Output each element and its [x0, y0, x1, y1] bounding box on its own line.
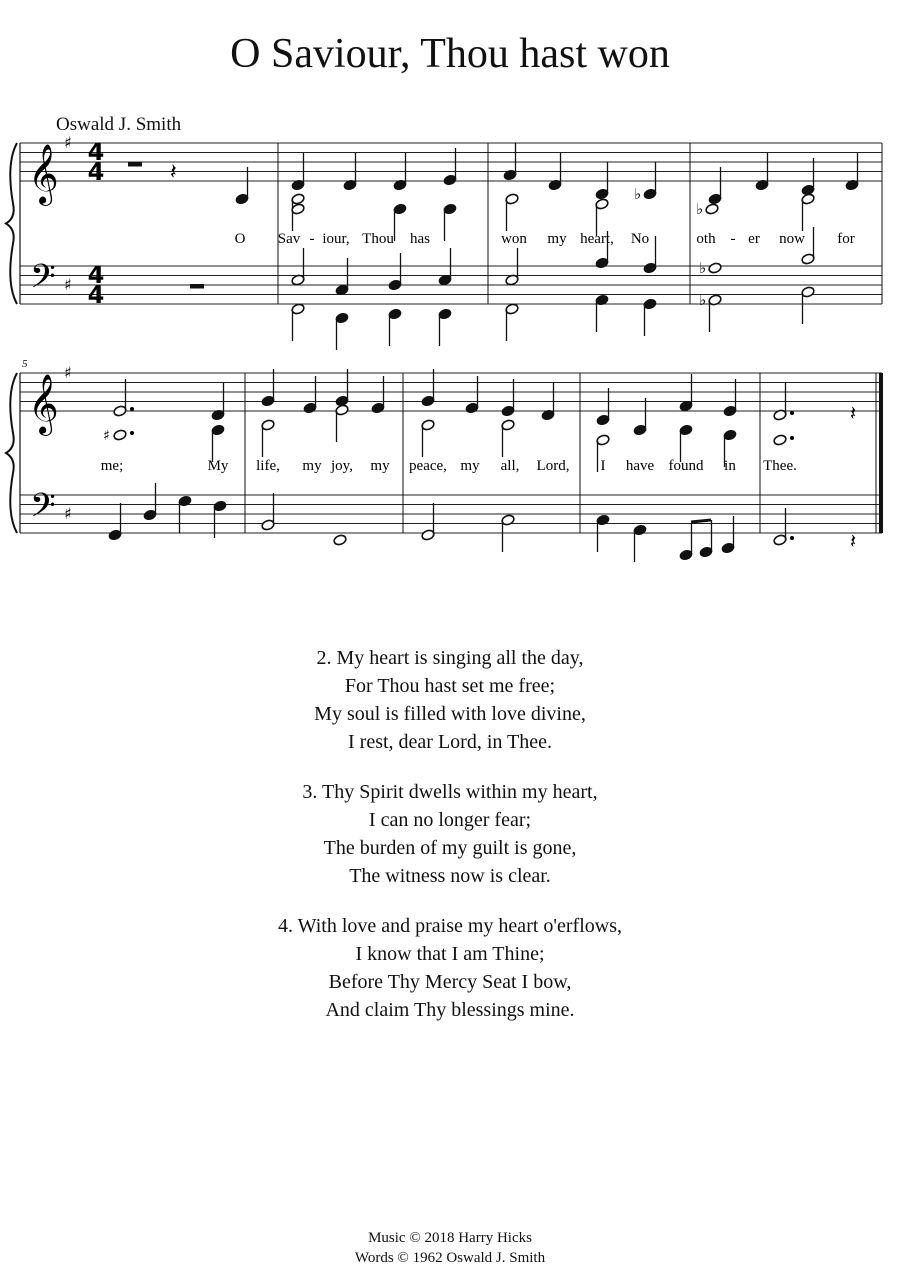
lyric-syllable: oth [696, 231, 716, 247]
lyric-syllable: my [302, 458, 322, 474]
treble-clef: 𝄞 [28, 374, 59, 434]
augmentation-dot [130, 431, 134, 435]
lyric-syllable: in [724, 458, 736, 474]
lyric-syllable: life, [256, 458, 280, 474]
lyric-syllable: have [625, 458, 655, 474]
lyric-syllable: my [370, 458, 390, 474]
lyric-syllable: me; [100, 458, 124, 474]
time-signature-top: 4 [87, 138, 105, 166]
augmentation-dot [790, 536, 794, 540]
half-note-head [773, 434, 787, 446]
lyric-syllable: Thee. [763, 458, 797, 474]
verse-line: 2. My heart is singing all the day, [316, 647, 584, 669]
verse-line: My soul is filled with love divine, [314, 703, 586, 725]
augmentation-dot [130, 407, 134, 411]
lyric-syllable: my [460, 458, 480, 474]
quarter-rest: 𝄽 [170, 160, 177, 185]
lyric-syllable: er [748, 231, 760, 247]
lyric-syllable: Sav [277, 231, 301, 247]
verse-line: I know that I am Thine; [355, 943, 545, 965]
bass-clef: 𝄢 [30, 258, 56, 304]
words-credit: Words © 1962 Oswald J. Smith [354, 1250, 546, 1266]
time-signature-bottom: 4 [87, 158, 105, 186]
lyric-syllable: - [730, 231, 736, 247]
lyric-syllable: won [501, 231, 527, 247]
bass-clef: 𝄢 [30, 487, 56, 533]
quarter-rest: 𝄽 [850, 401, 857, 425]
lyric-syllable: heart, [580, 231, 614, 247]
flat-accidental: ♭ [696, 200, 704, 218]
key-signature-sharp: ♯ [64, 133, 72, 152]
key-signature-sharp: ♯ [64, 504, 72, 523]
lyric-syllable: peace, [409, 458, 447, 474]
lyric-syllable: - [309, 231, 315, 247]
lyric-syllable: my [547, 231, 567, 247]
flat-accidental: ♭ [699, 291, 707, 309]
verse-line: And claim Thy blessings mine. [325, 999, 575, 1021]
music-score [0, 0, 900, 600]
verses-block [0, 644, 900, 1046]
music-credit: Music © 2018 Harry Hicks [368, 1230, 532, 1246]
measure-number: 5 [22, 358, 28, 370]
half-note-head [113, 429, 127, 441]
eighth-beam [691, 520, 711, 522]
key-signature-sharp: ♯ [64, 275, 72, 294]
verse-line: 4. With love and praise my heart o'erflows, [277, 915, 622, 937]
lyric-syllable: Thou [362, 231, 394, 247]
treble-clef: 𝄞 [28, 144, 59, 204]
lyric-syllable: has [410, 231, 430, 247]
composer-credit: Oswald J. Smith [56, 114, 182, 135]
augmentation-dot [790, 411, 794, 415]
key-signature-sharp: ♯ [64, 363, 72, 382]
hymn-title: O Saviour, Thou hast won [230, 31, 670, 77]
lyric-syllable: now [779, 231, 805, 247]
verse-3 [0, 778, 900, 890]
verse-line: I can no longer fear; [368, 809, 532, 831]
lyric-syllable: My [207, 458, 229, 474]
time-signature-bottom: 4 [87, 281, 105, 309]
lyric-syllable: iour, [322, 231, 350, 247]
sharp-accidental: ♯ [103, 428, 110, 444]
verse-line: For Thou hast set me free; [344, 675, 556, 697]
half-note-head [708, 262, 722, 274]
half-note-head [705, 203, 719, 215]
verse-2 [0, 644, 900, 756]
flat-accidental: ♭ [699, 259, 707, 277]
half-rest [128, 162, 142, 167]
verse-line: Before Thy Mercy Seat I bow, [328, 971, 572, 993]
verse-line: The burden of my guilt is gone, [323, 837, 577, 859]
verse-4 [0, 912, 900, 1024]
score-notation [6, 133, 883, 562]
augmentation-dot [790, 436, 794, 440]
lyric-syllable: found [668, 458, 704, 474]
copyright-credits [0, 1228, 900, 1268]
brace [6, 373, 17, 533]
verse-line: 3. Thy Spirit dwells within my heart, [302, 781, 598, 803]
lyric-syllable: No [630, 231, 650, 247]
time-signature-top: 4 [87, 261, 105, 289]
half-note-head [333, 534, 347, 546]
lyric-syllable: Lord, [536, 458, 570, 474]
flat-accidental: ♭ [634, 185, 642, 203]
lyric-syllable: all, [500, 458, 520, 474]
brace [6, 143, 17, 304]
verse-line: The witness now is clear. [349, 865, 551, 887]
lyric-syllable: O [234, 231, 246, 247]
lyric-syllable: I [600, 458, 606, 474]
quarter-rest: 𝄽 [850, 529, 857, 553]
lyric-syllable: joy, [331, 458, 353, 474]
final-barline-thick [879, 373, 883, 533]
verse-line: I rest, dear Lord, in Thee. [348, 731, 552, 753]
lyric-syllable: for [837, 231, 855, 247]
whole-rest [190, 284, 204, 289]
